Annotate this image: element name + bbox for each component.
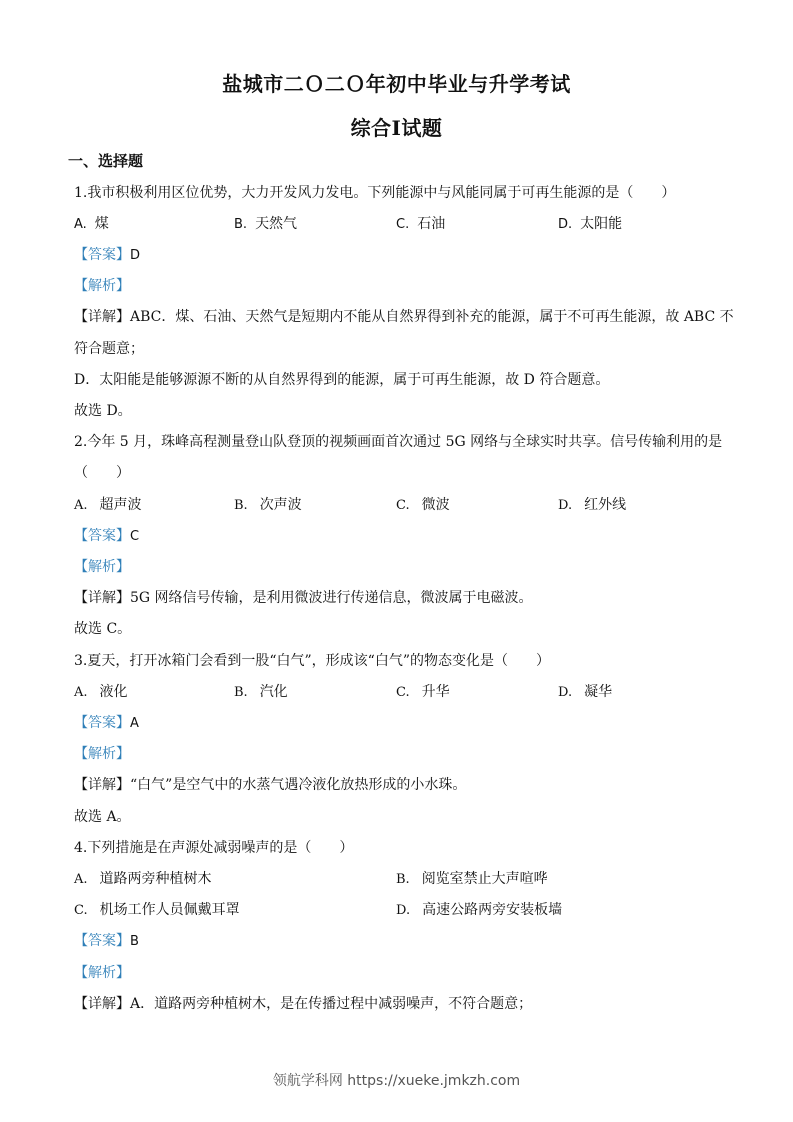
q2-option-d: D. 红外线: [558, 497, 627, 513]
q4-analysis-tag: 【解析】: [74, 965, 130, 981]
q4-answer: 【答案】B: [74, 933, 139, 949]
q2-analysis-tag: 【解析】: [74, 559, 130, 575]
q2-stem-cont: （ ）: [74, 465, 130, 481]
q1-detail: 【详解】ABC．煤、石油、天然气是短期内不能从自然界得到补充的能源，属于不可再生能源，故 ABC 不: [74, 309, 734, 325]
q4-option-c: C. 机场工作人员佩戴耳罩: [74, 902, 240, 918]
q2-stem: 2.今年 5 月，珠峰高程测量登山队登顶的视频画面首次通过 5G 网络与全球实时共享。信号传输利用的是: [74, 434, 723, 450]
q4-option-d: D. 高速公路两旁安装板墙: [396, 902, 563, 918]
q1-conclusion: 故选 D。: [74, 403, 132, 419]
q1-option-a: A. 煤: [74, 216, 109, 232]
q3-answer: 【答案】A: [74, 715, 139, 731]
q4-option-a: A. 道路两旁种植树木: [74, 871, 212, 887]
q1-option-c: C. 石油: [396, 216, 446, 232]
q3-option-a: A. 液化: [74, 684, 128, 700]
q3-conclusion: 故选 A。: [74, 809, 131, 825]
footer-watermark: 领航学科网 https://xueke.jmkzh.com: [272, 1073, 521, 1089]
q2-answer: 【答案】C: [74, 528, 140, 544]
q2-conclusion: 故选 C。: [74, 621, 132, 637]
q1-analysis-tag: 【解析】: [74, 278, 130, 294]
q3-stem: 3.夏天，打开冰箱门会看到一股“白气”，形成该“白气”的物态变化是（ ）: [74, 653, 550, 669]
q4-option-b: B. 阅览室禁止大声喧哗: [396, 871, 548, 887]
q2-detail: 【详解】5G 网络信号传输，是利用微波进行传递信息，微波属于电磁波。: [74, 590, 533, 606]
q2-option-b: B. 次声波: [234, 497, 302, 513]
exam-subtitle: 综合Ⅰ试题: [350, 116, 443, 140]
q3-option-b: B. 汽化: [234, 684, 288, 700]
q1-option-d: D. 太阳能: [558, 216, 623, 232]
q3-option-d: D. 凝华: [558, 684, 613, 700]
q1-answer: 【答案】D: [74, 247, 141, 263]
q2-option-a: A. 超声波: [74, 497, 142, 513]
q3-option-c: C. 升华: [396, 684, 450, 700]
q3-detail: 【详解】“白气”是空气中的水蒸气遇冷液化放热形成的小水珠。: [74, 777, 467, 793]
q1-detail-cont: 符合题意；: [74, 341, 144, 357]
exam-title: 盐城市二Ｏ二Ｏ年初中毕业与升学考试: [222, 72, 571, 96]
q2-option-c: C. 微波: [396, 497, 450, 513]
q4-detail: 【详解】A．道路两旁种植树木，是在传播过程中减弱噪声，不符合题意；: [74, 996, 533, 1012]
q1-stem: 1.我市积极利用区位优势，大力开发风力发电。下列能源中与风能同属于可再生能源的是（ ）: [74, 185, 676, 201]
q3-analysis-tag: 【解析】: [74, 746, 130, 762]
q4-stem: 4.下列措施是在声源处减弱噪声的是（ ）: [74, 840, 354, 856]
q1-detail-d: D．太阳能是能够源源不断的从自然界得到的能源，属于可再生能源，故 D 符合题意。: [74, 372, 610, 388]
q1-option-b: B. 天然气: [234, 216, 298, 232]
section-heading: 一、选择题: [68, 152, 144, 170]
